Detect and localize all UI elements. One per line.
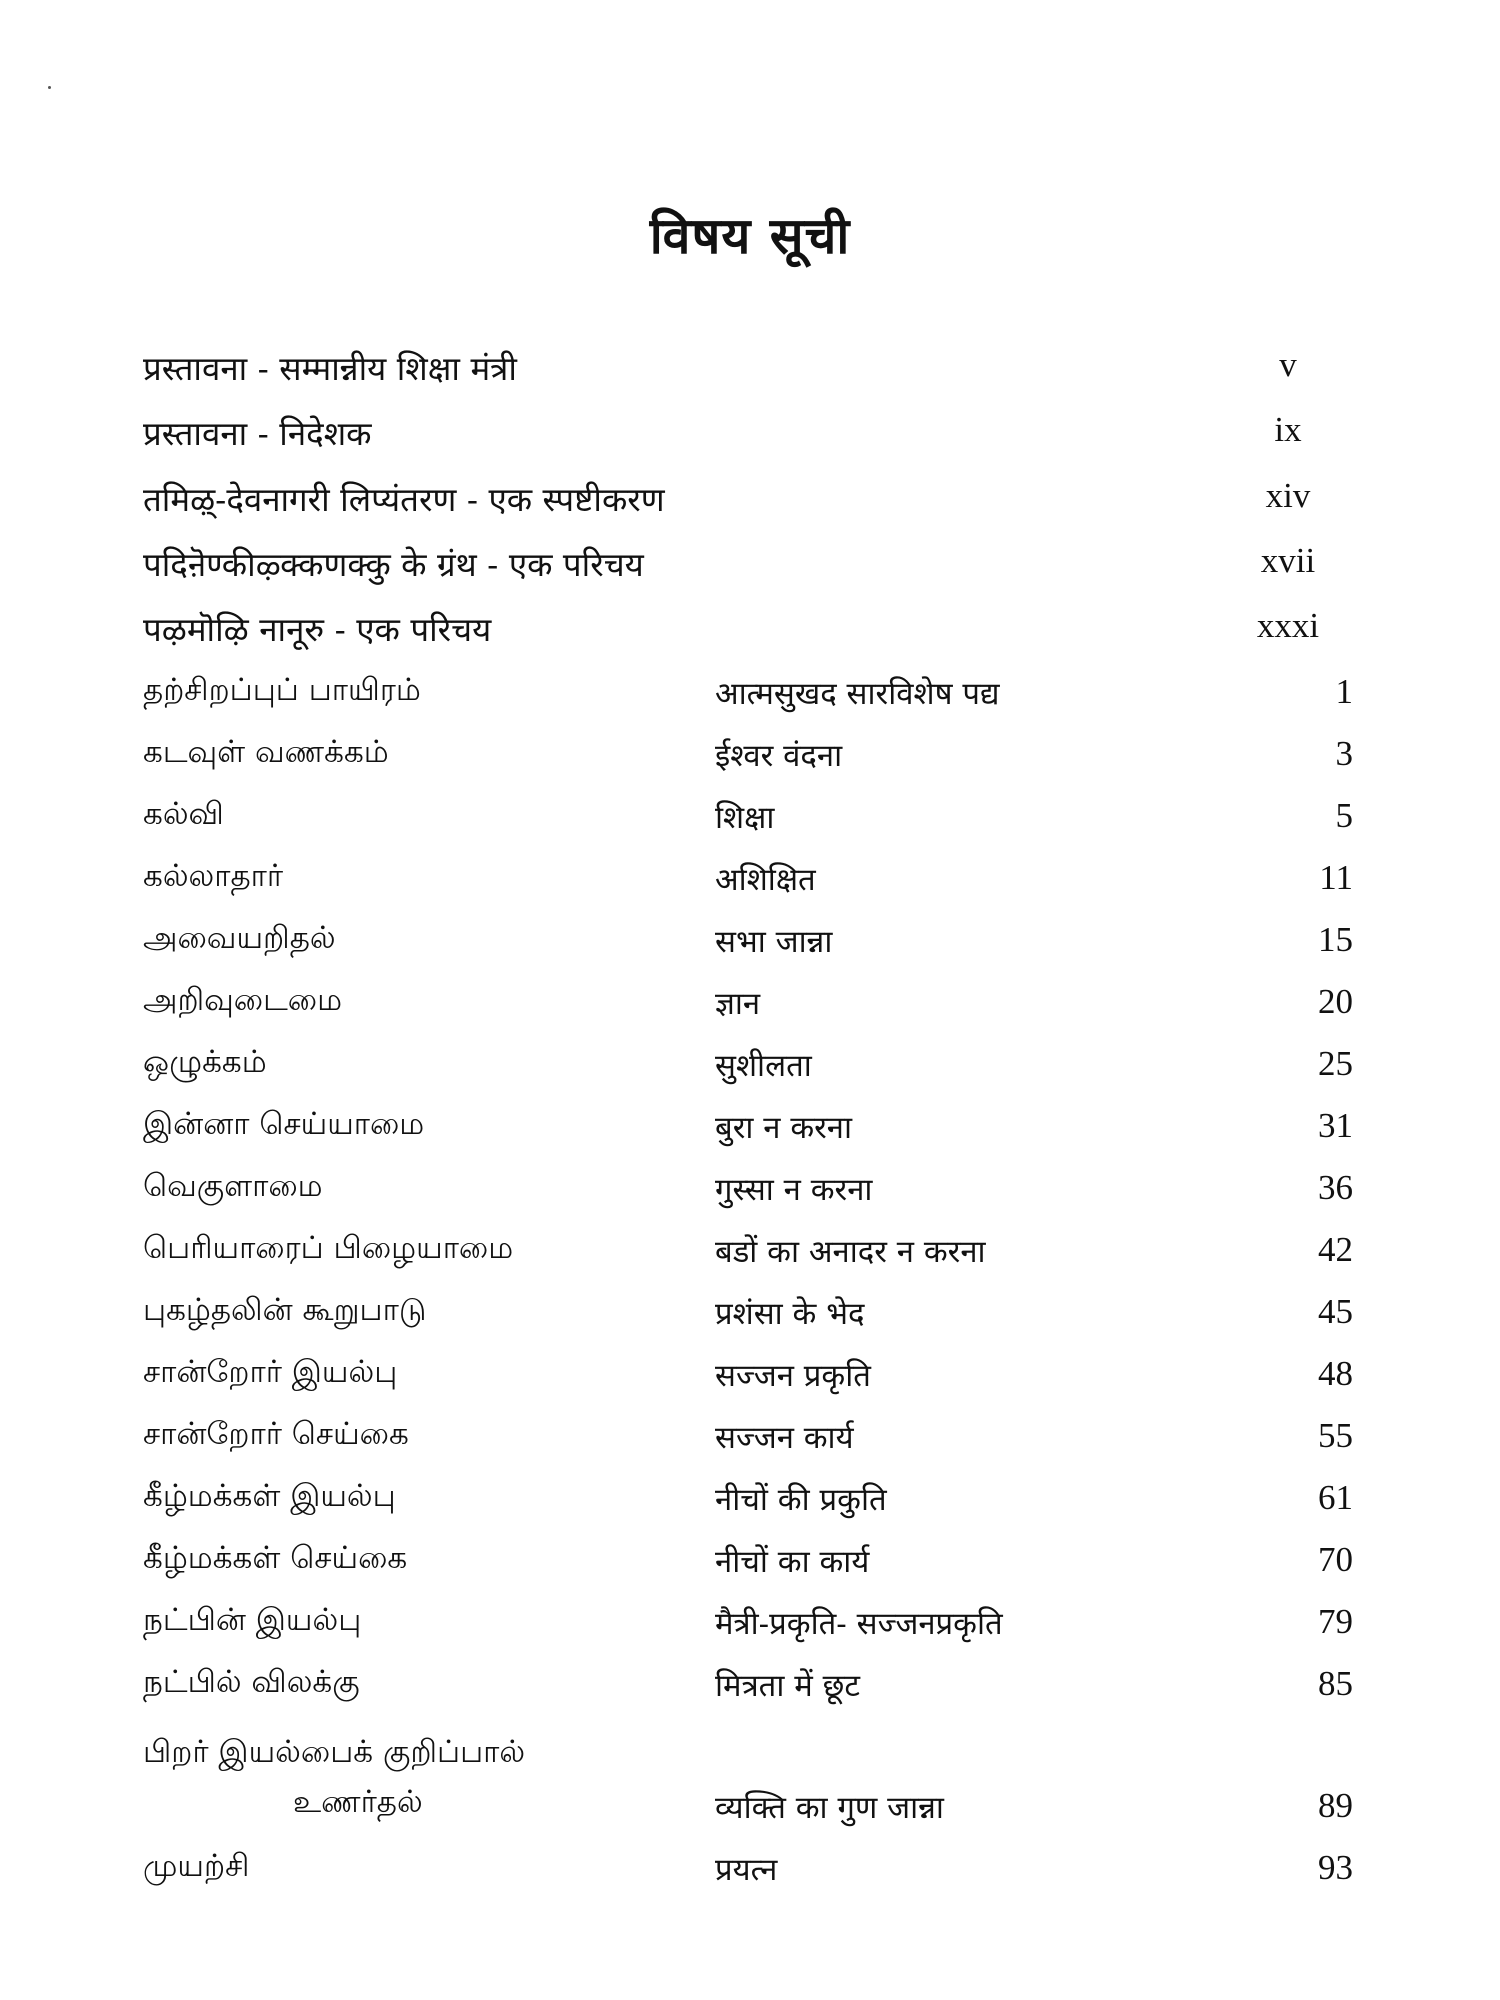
page-number: 15 <box>1318 920 1353 959</box>
hindi-title: ईश्वर वंदना <box>715 738 843 774</box>
front-matter-row <box>143 606 1348 666</box>
tamil-title: கீழ்மக்கள் செய்கை <box>143 1540 408 1576</box>
toc-row <box>143 1106 1353 1166</box>
tamil-title: கீழ்மக்கள் இயல்பு <box>143 1478 396 1514</box>
toc-row <box>143 1734 1353 1844</box>
tamil-title: சான்றோர் செய்கை <box>143 1416 409 1452</box>
page-number: 25 <box>1318 1044 1353 1083</box>
toc-row <box>143 1292 1353 1352</box>
hindi-title: व्यक्ति का गुण जान्ना <box>715 1790 944 1826</box>
tamil-title: கடவுள் வணக்கம் <box>143 734 389 770</box>
front-matter-label: पऴमॊऴि नानूरु - एक परिचय <box>143 610 492 649</box>
tamil-title: புகழ்தலின் கூறுபாடு <box>143 1292 427 1328</box>
front-matter-row <box>143 541 1348 601</box>
page-title: विषय सूची <box>649 206 851 265</box>
toc-row <box>143 796 1353 856</box>
front-matter-page: xxxi <box>1256 606 1320 645</box>
tamil-title: முயற்சி <box>143 1848 250 1884</box>
page-number: 36 <box>1318 1168 1353 1207</box>
hindi-title: सभा जान्ना <box>715 924 833 960</box>
tamil-title: பிறர் இயல்பைக் குறிப்பால் <box>143 1734 526 1770</box>
hindi-title: आत्मसुखद सारविशेष पद्य <box>715 676 1000 712</box>
tamil-title: நட்பில் விலக்கு <box>143 1664 360 1700</box>
front-matter-label: पदिऩॆण्कीऴ्क्कणक्कु के ग्रंथ - एक परिचय <box>143 545 644 584</box>
front-matter-page: xvii <box>1260 541 1316 580</box>
tamil-title: தற்சிறப்புப் பாயிரம் <box>143 672 421 708</box>
page-number: 70 <box>1318 1540 1353 1579</box>
page-number: 85 <box>1318 1664 1353 1703</box>
front-matter-page: xiv <box>1265 476 1311 515</box>
page-number: 55 <box>1318 1416 1353 1455</box>
page-number: 48 <box>1318 1354 1353 1393</box>
hindi-title: सज्जन प्रकृति <box>715 1358 871 1394</box>
toc-row <box>143 672 1353 732</box>
hindi-title: गुस्सा न करना <box>715 1172 873 1208</box>
page-number: 20 <box>1318 982 1353 1021</box>
tamil-title: இன்னா செய்யாமை <box>143 1106 425 1142</box>
toc-row <box>143 1044 1353 1104</box>
page-number: 31 <box>1318 1106 1353 1145</box>
front-matter-label: प्रस्तावना - सम्मान्नीय शिक्षा मंत्री <box>143 349 517 388</box>
hindi-title: मैत्री-प्रकृति- सज्जनप्रकृति <box>715 1606 1003 1642</box>
page-number: 93 <box>1318 1848 1353 1887</box>
toc-row <box>143 1602 1353 1662</box>
tamil-title: நட்பின் இயல்பு <box>143 1602 362 1638</box>
page-number: 45 <box>1318 1292 1353 1331</box>
toc-row <box>143 1230 1353 1290</box>
front-matter-row <box>143 476 1348 536</box>
hindi-title: प्रशंसा के भेद <box>715 1296 865 1332</box>
front-matter-label: तमिऴ्-देवनागरी लिप्यंतरण - एक स्पष्टीकरण <box>143 480 665 519</box>
hindi-title: बुरा न करना <box>715 1110 853 1146</box>
hindi-title: सुशीलता <box>715 1048 812 1084</box>
hindi-title: मित्रता में छूट <box>715 1668 860 1704</box>
tamil-title: வெகுளாமை <box>143 1168 323 1204</box>
hindi-title: प्रयत्न <box>715 1852 778 1888</box>
page-number: 3 <box>1335 734 1353 773</box>
page-number: 11 <box>1319 858 1353 897</box>
tamil-title: பெரியாரைப் பிழையாமை <box>143 1230 514 1266</box>
page-number: 61 <box>1318 1478 1353 1517</box>
scan-speck <box>48 86 51 89</box>
page-number: 42 <box>1318 1230 1353 1269</box>
toc-row <box>143 1664 1353 1724</box>
tamil-title-line2: உணர்தல் <box>293 1784 423 1820</box>
page-number: 5 <box>1335 796 1353 835</box>
tamil-title: அறிவுடைமை <box>143 982 343 1018</box>
toc-row <box>143 1540 1353 1600</box>
front-matter-label: प्रस्तावना - निदेशक <box>143 414 372 453</box>
tamil-title: கல்வி <box>143 796 224 832</box>
toc-row <box>143 1354 1353 1414</box>
hindi-title: सज्जन कार्य <box>715 1420 854 1456</box>
front-matter-row <box>143 345 1348 405</box>
hindi-title: शिक्षा <box>715 800 775 836</box>
toc-row <box>143 1848 1353 1908</box>
page-number: 1 <box>1335 672 1353 711</box>
toc-row <box>143 982 1353 1042</box>
hindi-title: बडों का अनादर न करना <box>715 1234 986 1270</box>
toc-row <box>143 734 1353 794</box>
hindi-title: नीचों का कार्य <box>715 1544 870 1580</box>
page-number: 79 <box>1318 1602 1353 1641</box>
tamil-title: அவையறிதல் <box>143 920 336 956</box>
toc-row <box>143 858 1353 918</box>
front-matter-row <box>143 410 1348 470</box>
hindi-title: अशिक्षित <box>715 862 816 898</box>
toc-row <box>143 920 1353 980</box>
front-matter-page: ix <box>1274 410 1302 449</box>
tamil-title: ஒழுக்கம் <box>143 1044 267 1080</box>
tamil-title: சான்றோர் இயல்பு <box>143 1354 398 1390</box>
tamil-title: கல்லாதார் <box>143 858 284 894</box>
toc-row <box>143 1416 1353 1476</box>
hindi-title: नीचों की प्रकुति <box>715 1482 887 1518</box>
toc-row <box>143 1168 1353 1228</box>
front-matter-page: v <box>1279 345 1297 384</box>
toc-row <box>143 1478 1353 1538</box>
hindi-title: ज्ञान <box>715 986 761 1022</box>
page-number: 89 <box>1318 1786 1353 1825</box>
